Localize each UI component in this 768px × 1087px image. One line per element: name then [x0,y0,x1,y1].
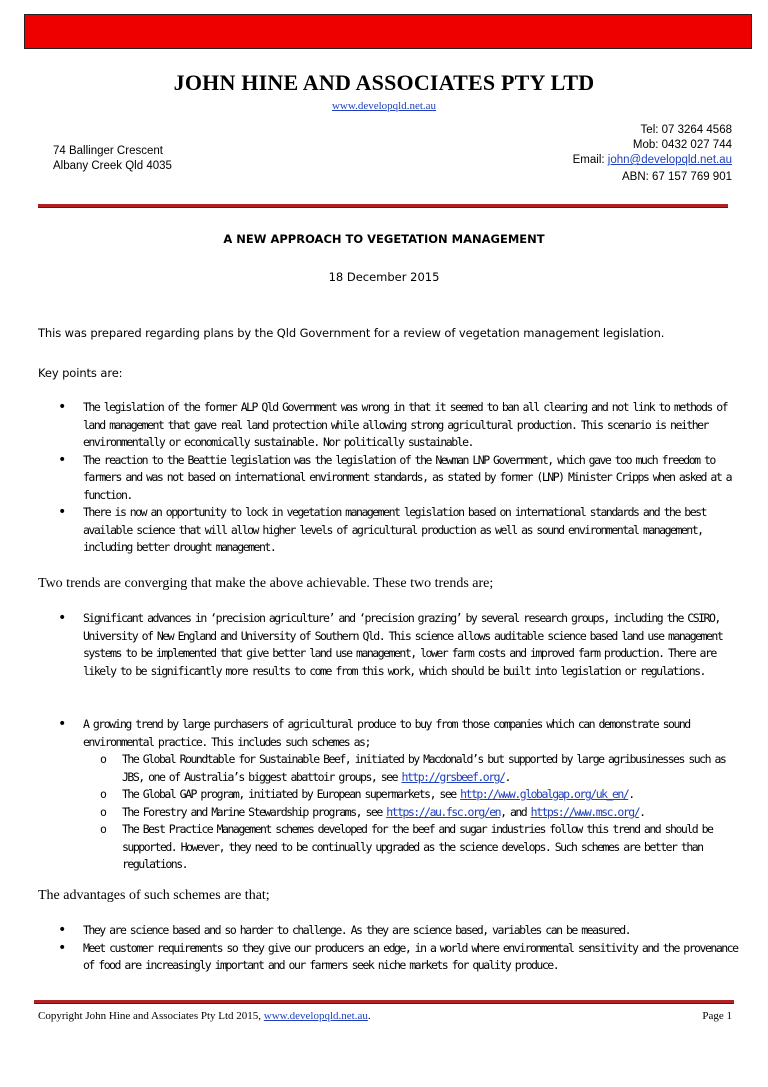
scheme-1 [100,751,738,786]
footer-dot: . [367,1010,371,1022]
footer-link[interactable]: www.developqld.net.au [263,1010,368,1022]
trend-2-text: A growing trend by large purchasers of agricultural produce to buy from those companies which can demonstrate sound environmental practice. This includes such schemes as; [83,717,690,749]
advantage-2: • Meet customer requirements so they give our producers an edge, in a world where environmental sensitivity and the provenance of food are increasingly important and our farmers seek niche markets for quality produce. [58,940,738,975]
scheme-3 [100,804,738,822]
trends-intro: Two trends are converging that make the above achievable. These two trends are; [38,576,494,591]
msc-link[interactable]: https://www.msc.org/ [530,804,640,819]
scheme-2-period: . [628,787,634,801]
schemes-list [83,751,738,874]
header-banner [24,14,752,49]
company-name: JOHN HINE AND ASSOCIATES PTY LTD [173,70,595,95]
footer-rule [34,1000,734,1004]
key-point-1: • The legislation of the former ALP Qld Government was wrong in that it seemed to ban all clearing and not link to methods of land management that gave real land protection while allowing strong agricultural production. This scenario is neither environmentally or economically sustainable. Nor politically sustainable. [58,399,738,452]
email-line [573,153,732,168]
address-block [53,144,172,174]
key-point-3: • There is now an opportunity to lock in vegetation management legislation based on international standards and the best available science that will allow higher levels of agricultural production as well as sound environmental management, including better drought management. [58,504,738,557]
trend-2 [58,716,738,874]
advantages-list [58,922,738,975]
email-label: Email: [572,154,608,166]
page-number: Page 1 [702,1010,732,1022]
key-points-label: Key points are: [38,366,123,380]
tel: Tel: 07 3264 4568 [640,124,732,136]
email-link[interactable]: john@developqld.net.au [607,154,732,166]
key-points-list [58,399,738,557]
header-website-container [0,100,768,112]
address-line-2: Albany Creek Qld 4035 [53,160,172,172]
trend-1: • Significant advances in ‘precision agriculture’ and ‘precision grazing’ by several research groups, including the CSIRO, University of New England and University of Southern Qld. This science allows auditable science based land use management systems to be implemented that give better land use management, lower farm costs and improved farm production. There are likely to be significantly more results to come from this work, which should be built into legislation or regulations. [58,610,738,680]
scheme-4: o The Best Practice Management schemes developed for the beef and sugar industries follow this trend and should be supported. However, they need to be continually upgraded as the science develops. Such schemes are better than regulations. [100,821,738,874]
mob: Mob: 0432 027 744 [632,139,732,151]
footer [38,1010,732,1022]
advantage-1: • They are science based and so harder to challenge. As they are science based, variables can be measured. [58,922,738,940]
trend-1-list [58,610,738,680]
document-date: 18 December 2015 [328,270,440,284]
grsbeef-link[interactable]: http://grsbeef.org/ [401,769,505,784]
globalgap-link[interactable]: http://www.globalgap.org/uk_en/ [460,787,629,801]
scheme-2-text: The Global GAP program, initiated by European supermarkets, see [122,787,461,801]
scheme-3-text: The Forestry and Marine Stewardship programs, see [122,804,387,819]
advantages-intro: The advantages of such schemes are that; [38,888,270,903]
header-website-link[interactable]: www.developqld.net.au [331,100,437,112]
scheme-2 [100,786,738,804]
abn: ABN: 67 157 769 901 [622,171,732,183]
address-line-1: 74 Ballinger Crescent [53,145,163,157]
scheme-1-period: . [504,769,510,784]
key-point-2: • The reaction to the Beattie legislation was the legislation of the Newman LNP Government, which gave too much freedom to farmers and was not based on international environment standards, as stated by former (LNP) Minister Cripps when asked at a function. [58,452,738,505]
fsc-link[interactable]: https://au.fsc.org/en [386,804,501,819]
scheme-1-text: The Global Roundtable for Sustainable Beef, initiated by Macdonald’s but supported by large agribusinesses such as JBS, one of Australia’s biggest abattoir groups, see [122,752,726,784]
trend-2-list [58,716,738,874]
footer-copyright: Copyright John Hine and Associates Pty Ltd 2015, [38,1010,264,1022]
scheme-3-and: , and [500,804,531,819]
header-rule [38,204,728,208]
contact-block [573,123,732,185]
intro-paragraph: This was prepared regarding plans by the Qld Government for a review of vegetation management legislation. [38,326,665,340]
document-title: A NEW APPROACH TO VEGETATION MANAGEMENT [223,232,545,246]
scheme-3-period: . [639,804,645,819]
